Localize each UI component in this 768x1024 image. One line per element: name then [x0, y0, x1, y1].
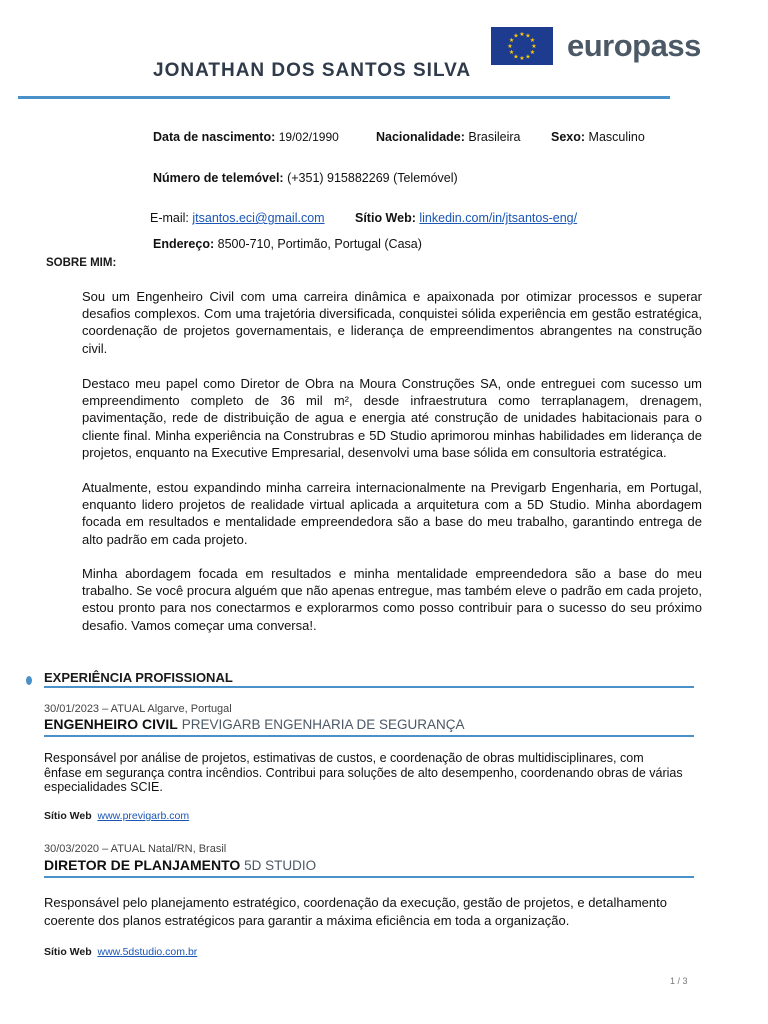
sex-label: Sexo: — [551, 130, 586, 144]
phone-value: (+351) 915882269 (Telemóvel) — [287, 171, 458, 185]
job-date: 30/01/2023 – ATUAL Algarve, Portugal — [44, 703, 232, 715]
sex-row — [551, 130, 645, 144]
header-divider — [18, 96, 670, 99]
email-row — [150, 211, 325, 225]
birth-value: 19/02/1990 — [278, 130, 339, 144]
birth-date-row — [153, 130, 339, 144]
svg-text:★: ★ — [529, 49, 536, 56]
job-description: Responsável por análise de projetos, estimativas de custos, e coordenação de obras multidisciplinares, com ênfase em segurança contra incêndios. Contribui para soluções de alto desempenho, coordenando obras de várias especialidades SCIE. — [44, 751, 683, 794]
job-description: Responsável pelo planejamento estratégico, coordenação da execução, gestão de projetos, e detalhamento coerente dos planos estratégicos para garantir a máxima eficiência em toda a organização. — [44, 895, 667, 928]
job-website-row — [44, 810, 189, 822]
job-website-link[interactable]: www.previgarb.com — [97, 810, 190, 822]
svg-text:★: ★ — [513, 32, 519, 40]
job-website-link[interactable]: www.5dstudio.com.br — [97, 946, 198, 958]
svg-text:★: ★ — [519, 31, 525, 38]
about-paragraph-1: Sou um Engenheiro Civil com uma carreira dinâmica e apaixonada por otimizar processos e superar desafios complexos. Com uma trajetória diversificada, conquistei sólida experiência em gestão estratégica, coordenação de projetos governamentais, e liderança de empreendimentos abrangentes na construção civil. — [82, 289, 702, 356]
birth-label: Data de nascimento: — [153, 130, 276, 144]
section-bullet-icon — [26, 676, 32, 685]
svg-text:★: ★ — [525, 53, 531, 61]
job-divider — [44, 876, 694, 878]
experience-divider — [44, 686, 694, 688]
job-title — [44, 857, 316, 873]
about-heading: SOBRE MIM: — [46, 257, 117, 269]
job-website-label: Sítio Web — [44, 810, 92, 822]
job-role: ENGENHEIRO CIVIL — [44, 716, 178, 732]
svg-text:★: ★ — [507, 43, 513, 50]
website-row — [355, 211, 577, 225]
svg-text:★: ★ — [529, 37, 536, 44]
job-company: 5D STUDIO — [244, 858, 317, 873]
nationality-row — [376, 130, 521, 144]
job-date: 30/03/2020 – ATUAL Natal/RN, Brasil — [44, 843, 227, 855]
svg-text:★: ★ — [513, 53, 519, 61]
svg-text:★: ★ — [508, 49, 515, 56]
phone-row — [153, 171, 458, 185]
svg-text:★: ★ — [531, 43, 537, 50]
page-number: 1 / 3 — [670, 976, 688, 986]
about-paragraph-3: Atualmente, estou expandindo minha carreira internacionalmente na Previgarb Engenharia, em Portugal, enquanto lidero projetos de realidade virtual aplicada a arquitetura com a 5D Studio. Minha abordagem focada em resultados e mentalidade empreendedora são a base do meu trabalho, garantindo entrega de alto padrão em cada projeto. — [82, 480, 702, 547]
europass-logo: europass — [567, 28, 701, 63]
nationality-value: Brasileira — [468, 130, 521, 144]
website-label: Sítio Web: — [355, 211, 416, 225]
experience-heading: EXPERIÊNCIA PROFISSIONAL — [44, 670, 233, 685]
eu-flag-icon — [491, 27, 553, 65]
job-website-row — [44, 946, 197, 958]
address-value: 8500-710, Portimão, Portugal (Casa) — [217, 237, 422, 251]
linkedin-link[interactable]: linkedin.com/in/jtsantos-eng/ — [419, 211, 578, 225]
address-row — [153, 237, 422, 251]
svg-text:★: ★ — [519, 55, 525, 62]
email-link[interactable]: jtsantos.eci@gmail.com — [192, 211, 325, 225]
about-paragraph-4: Minha abordagem focada em resultados e minha mentalidade empreendedora são a base do meu trabalho. Se você procura alguém que não apenas entregue, mas também eleve o padrão em cada projeto, estou pronto para nos conectarmos e explorarmos como posso contribuir para o sucesso do seu próximo desafio. Vamos começar uma conversa!. — [82, 566, 702, 633]
job-website-label: Sítio Web — [44, 946, 92, 958]
svg-text:★: ★ — [508, 37, 515, 44]
job-divider — [44, 735, 694, 737]
job-company: PREVIGARB ENGENHARIA DE SEGURANÇA — [181, 717, 465, 732]
job-title — [44, 716, 465, 732]
email-label: E-mail: — [150, 211, 189, 225]
address-label: Endereço: — [153, 237, 215, 251]
sex-value: Masculino — [588, 130, 645, 144]
candidate-name: JONATHAN DOS SANTOS SILVA — [153, 60, 472, 81]
phone-label: Número de telemóvel: — [153, 171, 284, 185]
svg-text:★: ★ — [525, 32, 531, 40]
job-role: DIRETOR DE PLANJAMENTO — [44, 857, 241, 873]
about-paragraph-2: Destaco meu papel como Diretor de Obra na Moura Construções SA, onde entreguei com sucesso um empreendimento completo de 36 mil m², desde infraestrutura como terraplanagem, drenagem, pavimentação, rede de distribuição de agua e energia até construção de unidades habitacionais para o cliente final. Minha experiência na Construbras e 5D Studio aprimorou minhas habilidades em liderança de projetos, enquanto na Executive Empresarial, desenvolvi uma base sólida em consultoria estratégica. — [82, 376, 702, 460]
nationality-label: Nacionalidade: — [376, 130, 465, 144]
